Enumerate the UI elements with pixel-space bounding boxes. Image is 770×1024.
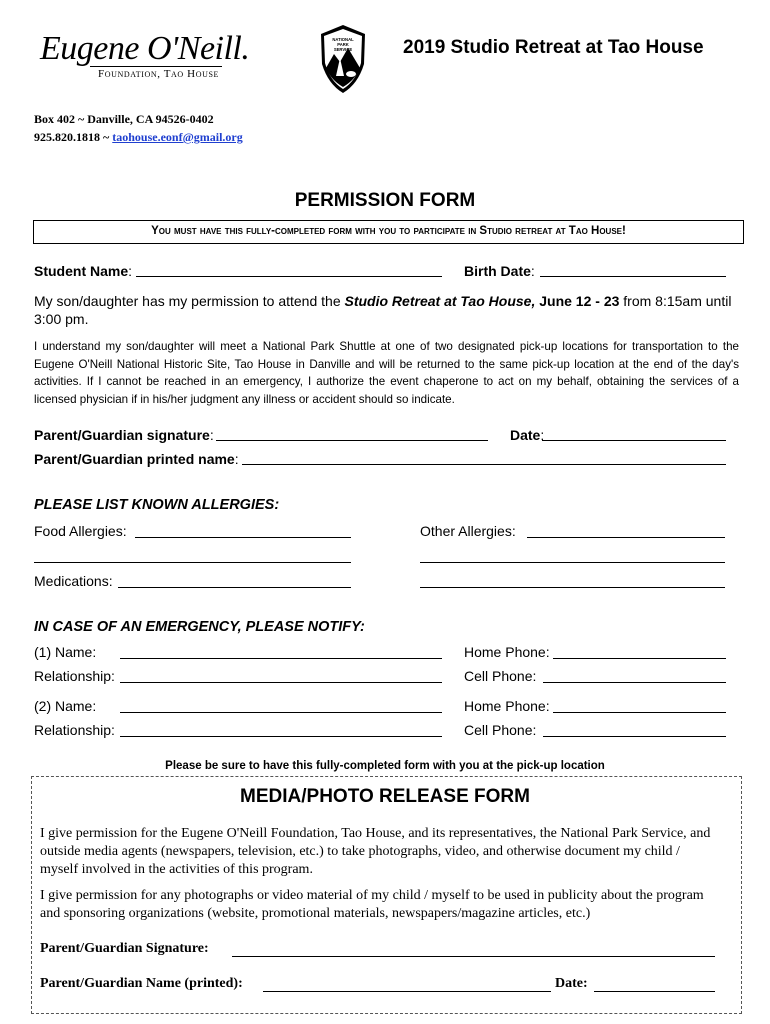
contact1-relationship-label: Relationship:: [34, 668, 115, 684]
contact2-cell-phone-label: Cell Phone:: [464, 722, 537, 738]
permission-statement: My son/daughter has my permission to attend the Studio Retreat at Tao House, June 12 - 23 from 8:15am until 3:00 pm.: [34, 293, 732, 327]
shuttle-authorization-text: I understand my son/daughter will meet a National Park Shuttle at one of two designated pick-up locations for transportation to the Eugene O'Neill National Historic Site, Tao House in Danville and will be returned to the same pick-up location at the end of the day's activities. If I cannot be reached in an emergency, I authorize the event chaperone to act on my behalf, obtaining the services of a licensed physician if in his/her judgment any illness or accident should so indicate.: [34, 340, 739, 406]
permission-form-title: PERMISSION FORM: [294, 190, 476, 211]
contact1-home-phone-label: Home Phone:: [464, 644, 550, 660]
parent-printed-name-field[interactable]: [242, 464, 726, 465]
contact1-name-label: (1) Name:: [34, 644, 97, 660]
medications-label: Medications:: [34, 573, 113, 589]
media-signature-field[interactable]: [232, 956, 715, 957]
media-signature-label: Parent/Guardian Signature:: [40, 941, 209, 956]
contact2-name-label: (2) Name:: [34, 698, 97, 714]
media-date-label: Date:: [555, 976, 588, 991]
nps-badge-line: SERVICE: [333, 47, 353, 52]
requirement-text: You must have this fully-completed form with you to participate in Studio retreat at Tao House!: [151, 225, 626, 237]
media-permission-text-1: I give permission for the Eugene O'Neill Foundation, Tao House, and its representatives, the National Park Service, and outside media agents (newspapers, television, etc.) to take photographs, video, and otherwise document my child / myself involved in the activities of this program.: [40, 826, 711, 877]
birth-date-label: Birth Date:: [464, 263, 535, 279]
food-allergies-label: Food Allergies:: [34, 523, 127, 539]
parent-signature-field[interactable]: [216, 440, 488, 441]
contact1-relationship-field[interactable]: [120, 682, 442, 683]
food-allergies-field[interactable]: [135, 537, 351, 538]
contact1-cell-phone-label: Cell Phone:: [464, 668, 537, 684]
nps-arrowhead-icon: [318, 24, 368, 94]
pickup-notice: Please be sure to have this fully-completed form with you at the pick-up location: [165, 760, 605, 772]
phone-number: 925.820.1818 ~: [34, 130, 113, 144]
date-field[interactable]: [542, 440, 726, 441]
student-name-label: Student Name:: [34, 263, 133, 279]
contact2-name-field[interactable]: [120, 712, 442, 713]
other-allergies-field-line2[interactable]: [420, 562, 725, 563]
medications-field[interactable]: [118, 587, 351, 588]
foundation-logo-script: Eugene O'Neill.: [40, 30, 250, 67]
allergies-heading: PLEASE LIST KNOWN ALLERGIES:: [34, 497, 280, 513]
media-name-printed-field[interactable]: [263, 991, 551, 992]
media-date-field[interactable]: [594, 991, 715, 992]
contact1-home-phone-field[interactable]: [553, 658, 726, 659]
nps-badge-line: NATIONAL: [332, 37, 354, 42]
foundation-logo-subtitle: Foundation, Tao House: [98, 68, 219, 80]
emergency-heading: IN CASE OF AN EMERGENCY, PLEASE NOTIFY:: [34, 619, 365, 635]
media-permission-text-2: I give permission for any photographs or video material of my child / myself to be used in publicity about the program and sponsoring organizations (website, promotional materials, newspapers/magazine articles, etc.): [40, 888, 704, 921]
mailing-address: Box 402 ~ Danville, CA 94526-0402: [34, 112, 214, 126]
medications-field-right[interactable]: [420, 587, 725, 588]
contact1-cell-phone-field[interactable]: [543, 682, 726, 683]
email-link[interactable]: taohouse.eonf@gmail.org: [112, 130, 243, 144]
contact2-cell-phone-field[interactable]: [543, 736, 726, 737]
contact2-home-phone-label: Home Phone:: [464, 698, 550, 714]
contact2-relationship-label: Relationship:: [34, 722, 115, 738]
contact-line: [34, 130, 243, 145]
page-title: 2019 Studio Retreat at Tao House: [403, 37, 704, 58]
food-allergies-field-line2[interactable]: [34, 562, 351, 563]
media-name-printed-label: Parent/Guardian Name (printed):: [40, 976, 243, 991]
parent-printed-name-label: Parent/Guardian printed name:: [34, 451, 239, 467]
student-name-field[interactable]: [136, 276, 442, 277]
other-allergies-label: Other Allergies:: [420, 523, 516, 539]
nps-badge-line: PARK: [337, 42, 349, 47]
contact2-home-phone-field[interactable]: [553, 712, 726, 713]
contact1-name-field[interactable]: [120, 658, 442, 659]
contact2-relationship-field[interactable]: [120, 736, 442, 737]
media-release-title: MEDIA/PHOTO RELEASE FORM: [240, 786, 530, 807]
other-allergies-field[interactable]: [527, 537, 725, 538]
parent-signature-label: Parent/Guardian signature:: [34, 427, 214, 443]
date-label: Date:: [510, 427, 545, 443]
birth-date-field[interactable]: [540, 276, 726, 277]
logo-rule: [90, 66, 222, 67]
